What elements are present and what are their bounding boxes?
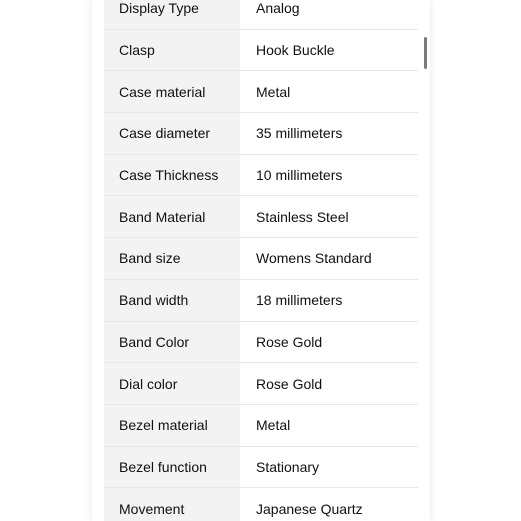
spec-label: Band Color [104, 322, 240, 363]
spec-value: Hook Buckle [240, 30, 418, 71]
specifications-table [104, 0, 418, 521]
spec-value: Metal [240, 71, 418, 112]
spec-value: Stationary [240, 447, 418, 488]
table-row [104, 155, 418, 197]
spec-value: 10 millimeters [240, 155, 418, 196]
table-row [104, 322, 418, 364]
spec-label: Dial color [104, 363, 240, 404]
spec-label: Movement [104, 488, 240, 521]
table-row [104, 363, 418, 405]
spec-label: Band size [104, 238, 240, 279]
table-row [104, 0, 418, 30]
spec-label: Bezel function [104, 447, 240, 488]
spec-label: Case diameter [104, 113, 240, 154]
spec-value: Stainless Steel [240, 196, 418, 237]
spec-value: 18 millimeters [240, 280, 418, 321]
product-details-panel [92, 0, 430, 521]
spec-value: Rose Gold [240, 322, 418, 363]
spec-label: Band width [104, 280, 240, 321]
spec-value: Rose Gold [240, 363, 418, 404]
spec-value: 35 millimeters [240, 113, 418, 154]
spec-label: Case Thickness [104, 155, 240, 196]
table-row [104, 447, 418, 489]
table-row [104, 238, 418, 280]
table-row [104, 71, 418, 113]
spec-value: Japanese Quartz [240, 488, 418, 521]
table-row [104, 113, 418, 155]
spec-label: Band Material [104, 196, 240, 237]
spec-label: Bezel material [104, 405, 240, 446]
table-row [104, 488, 418, 521]
spec-label: Clasp [104, 30, 240, 71]
table-row [104, 196, 418, 238]
scrollbar-thumb[interactable] [424, 37, 427, 69]
table-row [104, 30, 418, 72]
spec-label: Display Type [104, 0, 240, 29]
spec-value: Womens Standard [240, 238, 418, 279]
spec-value: Analog [240, 0, 418, 29]
spec-value: Metal [240, 405, 418, 446]
table-row [104, 280, 418, 322]
spec-label: Case material [104, 71, 240, 112]
table-row [104, 405, 418, 447]
